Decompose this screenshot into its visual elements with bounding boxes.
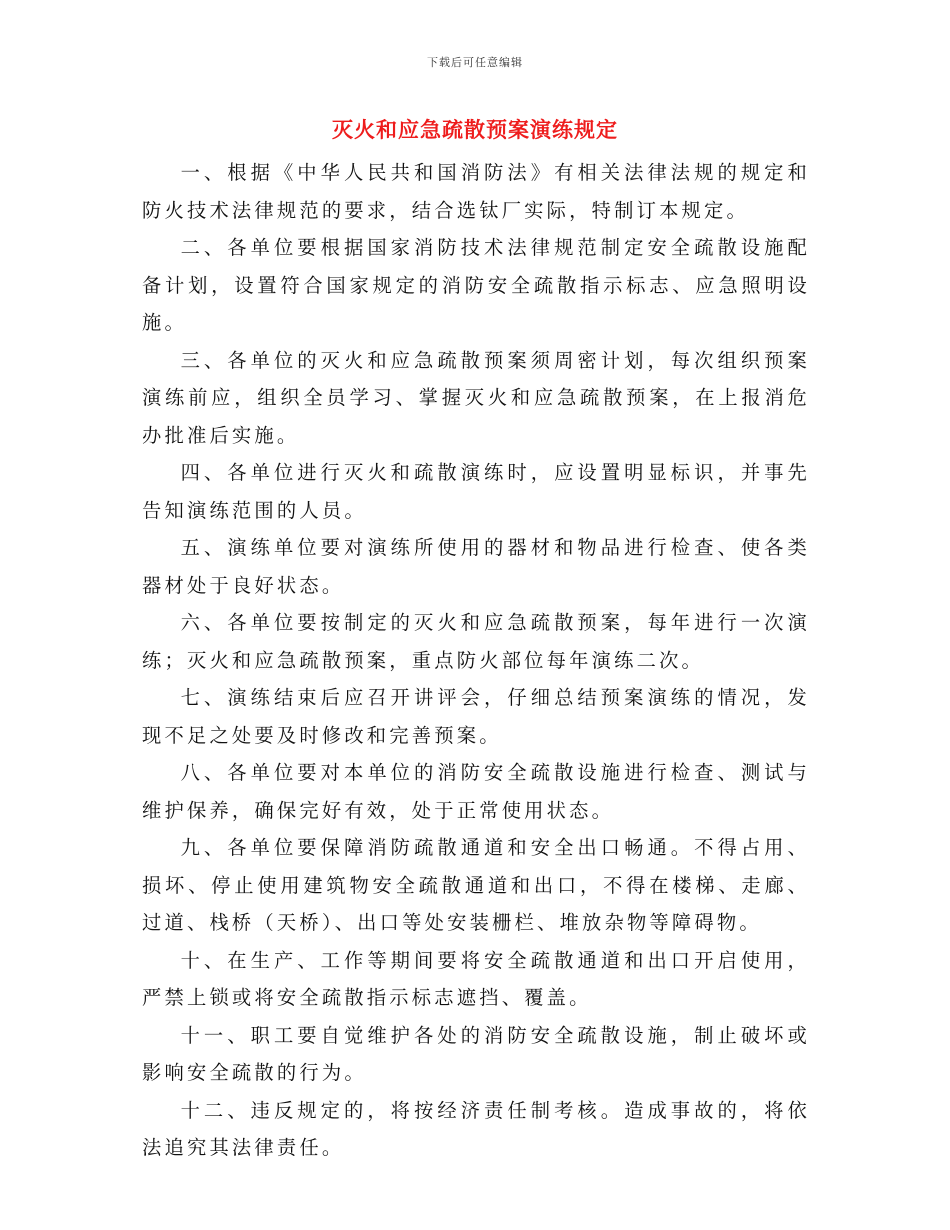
paragraph-12: 十二、违反规定的，将按经济责任制考核。造成事故的，将依法追究其法律责任。 (142, 1098, 810, 1159)
paragraph-6: 六、各单位要按制定的灭火和应急疏散预案，每年进行一次演练；灭火和应急疏散预案，重点防火部位每年演练二次。 (142, 611, 810, 672)
paragraph-1: 一、根据《中华人民共和国消防法》有相关法律法规的规定和防火技术法律规范的要求，结合选钛厂实际，特制订本规定。 (142, 161, 810, 222)
paragraph-2: 二、各单位要根据国家消防技术法律规范制定安全疏散设施配备计划，设置符合国家规定的消防安全疏散指示标志、应急照明设施。 (142, 236, 810, 334)
document-body (142, 154, 810, 1167)
paragraph-8: 八、各单位要对本单位的消防安全疏散设施进行检查、测试与维护保养，确保完好有效，处于正常使用状态。 (142, 761, 810, 822)
paragraph-7: 七、演练结束后应召开讲评会，仔细总结预案演练的情况，发现不足之处要及时修改和完善预案。 (142, 686, 810, 747)
document-title: 灭火和应急疏散预案演练规定 (332, 118, 618, 142)
paragraph-3: 三、各单位的灭火和应急疏散预案须周密计划，每次组织预案演练前应，组织全员学习、掌握灭火和应急疏散预案，在上报消危办批准后实施。 (142, 348, 810, 447)
header-note: 下载后可任意编辑 (427, 56, 523, 69)
paragraph-9: 九、各单位要保障消防疏散通道和安全出口畅通。不得占用、损坏、停止使用建筑物安全疏散通道和出口，不得在楼梯、走廊、过道、栈桥（天桥）、出口等处安装栅栏、堆放杂物等障碍物。 (142, 836, 810, 934)
paragraph-4: 四、各单位进行灭火和疏散演练时，应设置明显标识，并事先告知演练范围的人员。 (142, 461, 810, 522)
paragraph-11: 十一、职工要自觉维护各处的消防安全疏散设施，制止破坏或影响安全疏散的行为。 (142, 1023, 810, 1084)
paragraph-5: 五、演练单位要对演练所使用的器材和物品进行检查、使各类器材处于良好状态。 (142, 536, 810, 597)
paragraph-10: 十、在生产、工作等期间要将安全疏散通道和出口开启使用，严禁上锁或将安全疏散指示标志遮挡、覆盖。 (142, 948, 810, 1009)
